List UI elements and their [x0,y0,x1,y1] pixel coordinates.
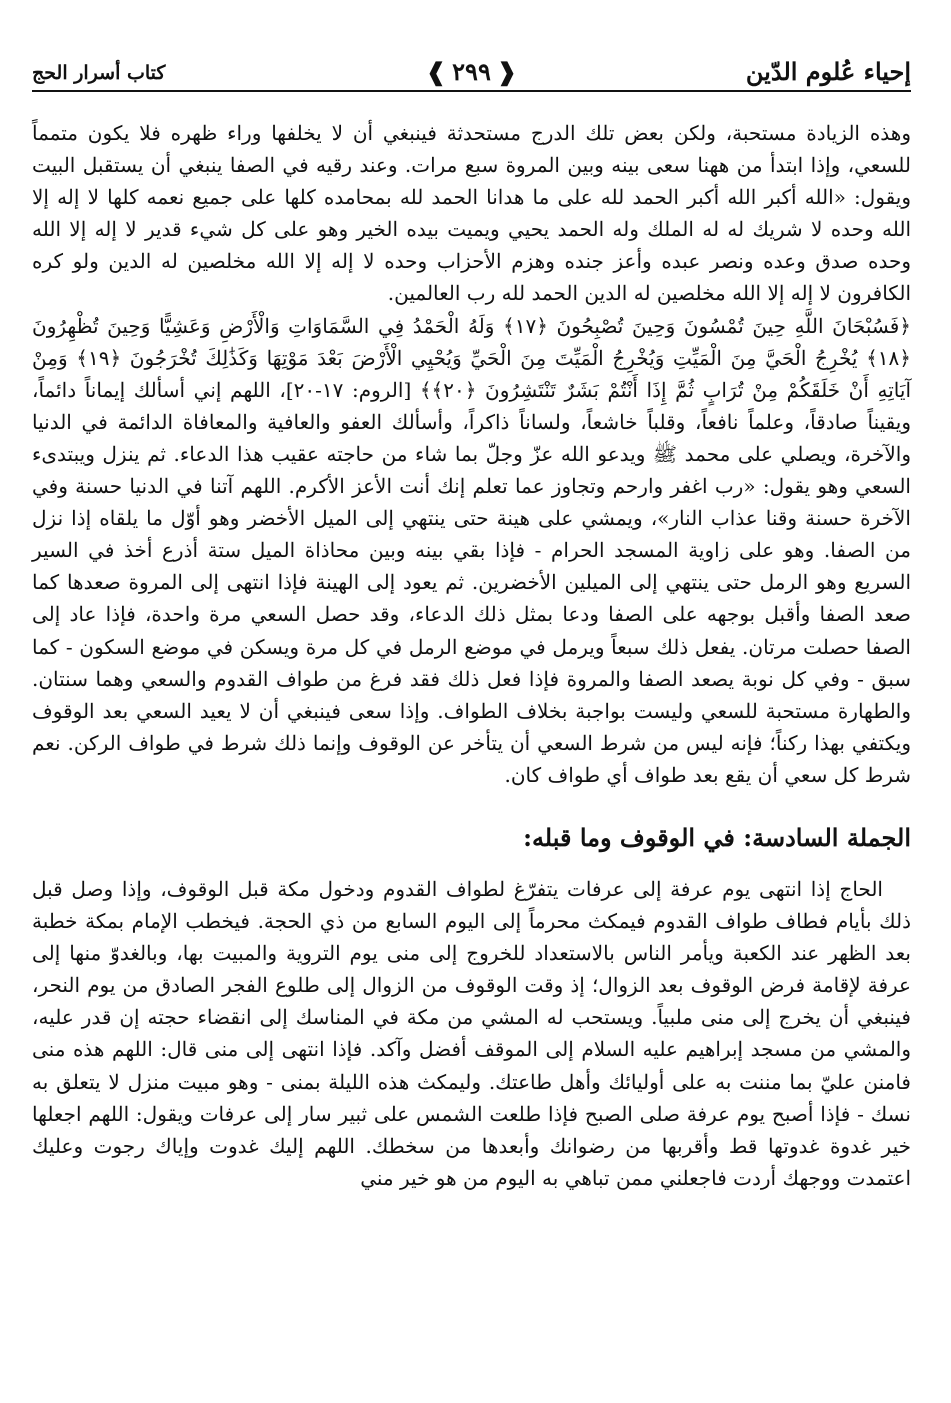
paragraph-continuation-text: [الروم: ١٧-٢٠]، اللهم إني أسألك إيماناً دائماً، ويقيناً صادقاً، وعلماً نافعاً، وقلباً خاشعاً، ولساناً ذاكراً، وأسألك العفو والعافية والمعافاة الدائمة في الدنيا والآخرة، ويصلي على محمد ﷺ ويدعو الله عزّ وجلّ بما شاء من حاجته عقيب هذا الدعاء. ثم ينزل ويبتدىء السعي وهو يقول: «رب اغفر وارحم وتجاوز عما تعلم إنك أنت الأعز الأكرم. اللهم آتنا في الدنيا حسنة وفي الآخرة حسنة وقنا عذاب النار»، ويمشي على هينة حتى ينتهي إلى الميل الأخضر وهو أوّل ما يلقاه إذا نزل من الصفا. وهو على زاوية المسجد الحرام - فإذا بقي بينه وبين محاذاة الميل ستة أذرع أخذ في السير السريع وهو الرمل حتى ينتهي إلى الميلين الأخضرين. ثم يعود إلى الهينة فإذا انتهى إلى المروة صعدها كما صعد الصفا وأقبل بوجهه على الصفا ودعا بمثل ذلك الدعاء، وقد حصل السعي مرة واحدة، فإذا عاد إلى الصفا حصلت مرتان. يفعل ذلك سبعاً ويرمل في موضع الرمل في كل مرة ويسكن في موضع السكون - كما سبق - وفي كل نوبة يصعد الصفا والمروة فإذا فعل ذلك فقد فرغ من طواف القدوم والسعي وهما سنتان. والطهارة مستحبة للسعي وليست بواجبة بخلاف الطواف. وإذا سعى فينبغي أن لا يعيد السعي بعد الوقوف ويكتفي بهذا ركناً؛ فإنه ليس من شرط السعي أن يتأخر عن الوقوف وإنما ذلك شرط في طواف الركن. نعم شرط كل سعي أن يقع بعد طواف أي طواف كان. [32,377,912,787]
paragraph-wuquf: الحاج إذا انتهى يوم عرفة إلى عرفات يتفرّغ لطواف القدوم ودخول مكة قبل الوقوف، وإذا وصل قبل ذلك بأيام فطاف طواف القدوم فيمكث محرماً إلى اليوم السابع من ذي الحجة. فيخطب الإمام بمكة خطبة بعد الظهر عند الكعبة ويأمر الناس بالاستعداد للخروج إلى منى يوم التروية والمبيت بها، وبالغدوّ منها إلى عرفة لإقامة فرض الوقوف بعد الزوال؛ إذ وقت الوقوف من الزوال إلى طلوع الفجر الصادق من يوم النحر، فينبغي أن يخرج إلى منى ملبياً. ويستحب له المشي من مكة في المناسك إلى انقضاء حجته إن قدر عليه، والمشي من مسجد إبراهيم عليه السلام إلى الموقف أفضل وآكد. فإذا انتهى إلى منى قال: اللهم هذه منى فامنن عليّ بما مننت به على أوليائك وأهل طاعتك. وليمكث هذه الليلة بمنى - وهو مبيت منزل لا يتعلق به نسك - فإذا أصبح يوم عرفة صلى الصبح فإذا طلعت الشمس على ثبير سار إلى عرفات ويقول: اللهم اجعلها خير غدوة غدوتها قط وأقربها من رضوانك وأبعدها من سخطك. اللهم إليك غدوت وإياك رجوت وعليك اعتمدت ووجهك أردت فاجعلني ممن تباهي به اليوم من هو خير مني [32,876,911,1190]
paragraph-quran-continuation [32,310,911,791]
page-header [32,50,911,92]
chapter-title: كتاب أسرار الحج [32,62,166,84]
page-number: ❰ ٢٩٩ ❱ [426,57,517,90]
book-title: إحياء عُلوم الدّين [745,57,911,86]
page-body [32,117,911,1194]
quran-verse: ﴿فَسُبْحَانَ اللَّهِ حِينَ تُمْسُونَ وَحِينَ تُصْبِحُونَ ﴿١٧﴾ وَلَهُ الْحَمْدُ فِي السَّمَاوَاتِ وَالْأَرْضِ وَعَشِيًّا وَحِينَ تُظْهِرُونَ ﴿١٨﴾ يُخْرِجُ الْحَيَّ مِنَ الْمَيِّتِ وَيُخْرِجُ الْمَيِّتَ مِنَ الْحَيِّ وَيُحْيِي الْأَرْضَ بَعْدَ مَوْتِهَا وَكَذَٰلِكَ تُخْرَجُونَ ﴿١٩﴾ وَمِنْ آيَاتِهِ أَنْ خَلَقَكُمْ مِنْ تُرَابٍ ثُمَّ إِذَا أَنْتُمْ بَشَرٌ تَنْتَشِرُونَ ﴿٢٠﴾﴾ [32,313,912,402]
section-heading: الجملة السادسة: في الوقوف وما قبله: [523,822,911,852]
paragraph-intro: وهذه الزيادة مستحبة، ولكن بعض تلك الدرج مستحدثة فينبغي أن لا يخلفها وراء ظهره فلا يكون متمماً للسعي، وإذا ابتدأ من ههنا سعى بينه وبين المروة سبع مرات. وعند رقيه في الصفا ينبغي أن يستقبل البيت ويقول: «الله أكبر الله أكبر الحمد لله على ما هدانا الحمد لله بمحامده كلها على جميع نعمه كلها لا إله إلا الله وحده لا شريك له له الملك وله الحمد يحيي ويميت بيده الخير وهو على كل شيء قدير لا إله إلا الله وحده صدق وعده ونصر عبده وأعز جنده وهزم الأحزاب وحده لا إله إلا الله مخلصين له الدين ولو كره الكافرون لا إله إلا الله مخلصين له الدين الحمد لله رب العالمين. [32,121,912,306]
